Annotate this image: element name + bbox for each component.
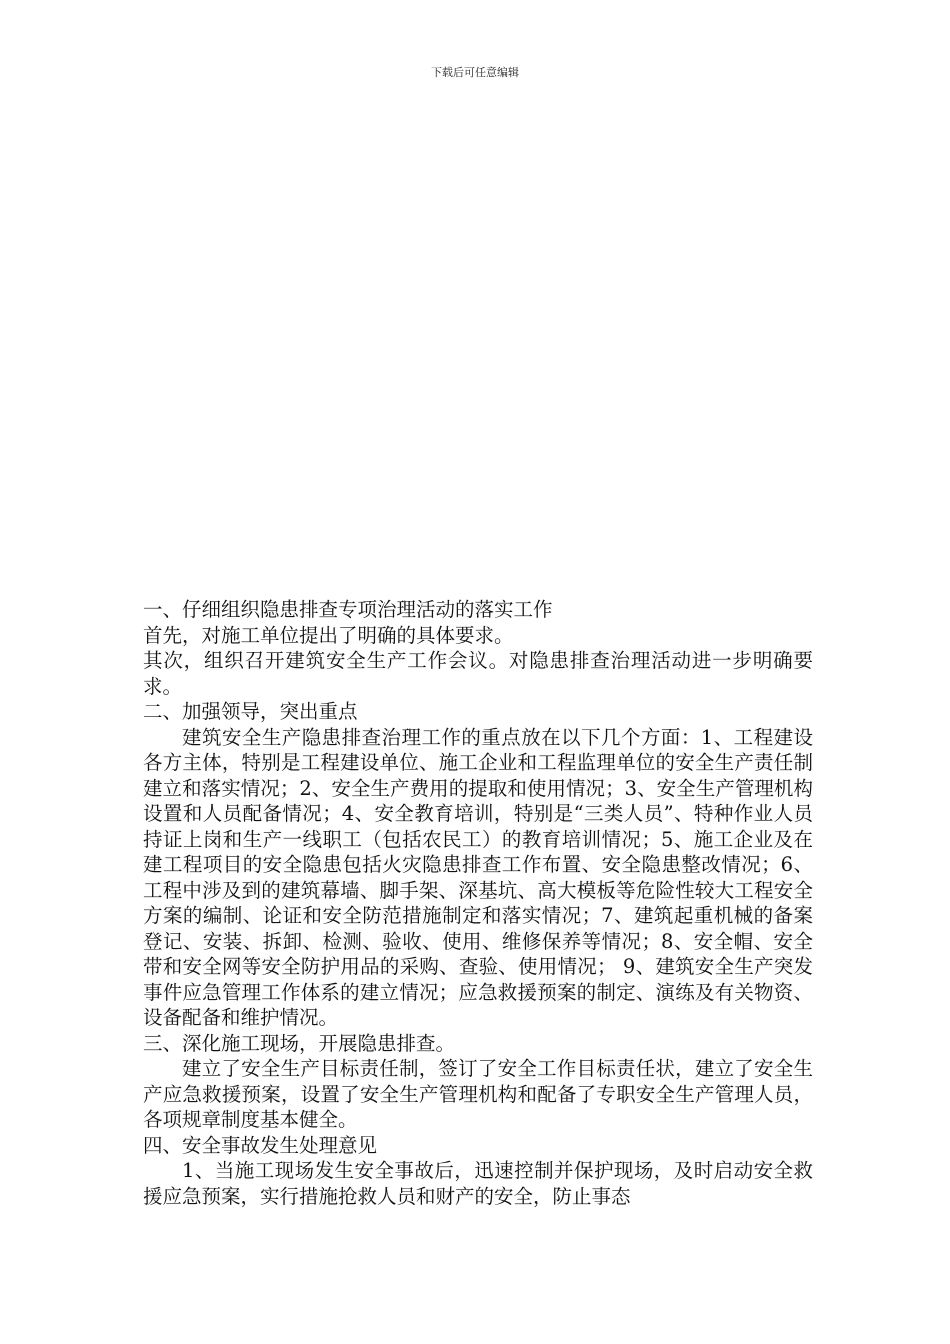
document-body <box>143 597 813 1209</box>
page-header: 下载后可任意编辑 <box>431 66 519 79</box>
section-heading-4: 四、安全事故发生处理意见 <box>143 1133 378 1157</box>
paragraph: 首先，对施工单位提出了明确的具体要求。 <box>143 623 514 647</box>
paragraph: 其次，组织召开建筑安全生产工作会议。对隐患排查治理活动进一步明确要求。 <box>143 649 813 698</box>
paragraph: 建立了安全生产目标责任制，签订了安全工作目标责任状，建立了安全生产应急救援预案，设置了安全生产管理机构和配备了专职安全生产管理人员，各项规章制度基本健全。 <box>143 1057 813 1131</box>
paragraph: 建筑安全生产隐患排查治理工作的重点放在以下几个方面：1、工程建设各方主体，特别是工程建设单位、施工企业和工程监理单位的安全生产责任制建立和落实情况；2、安全生产费用的提取和使用情况；3、安全生产管理机构设置和人员配备情况；4、安全教育培训，特别是“三类人员”、特种作业人员持证上岗和生产一线职工（包括农民工）的教育培训情况；5、施工企业及在建工程项目的安全隐患包括火灾隐患排查工作布置、安全隐患整改情况；6、工程中涉及到的建筑幕墙、脚手架、深基坑、高大模板等危险性较大工程安全方案的编制、论证和安全防范措施制定和落实情况；7、建筑起重机械的备案登记、安装、拆卸、检测、验收、使用、维修保养等情况；8、安全帽、安全带和安全网等安全防护用品的采购、查验、使用情况； 9、建筑安全生产突发事件应急管理工作体系的建立情况；应急救援预案的制定、演练及有关物资、设备配备和维护情况。 <box>143 725 813 1029</box>
section-heading-3: 三、深化施工现场，开展隐患排查。 <box>143 1031 456 1055</box>
paragraph: 1、当施工现场发生安全事故后，迅速控制并保护现场，及时启动安全救援应急预案，实行措施抢救人员和财产的安全，防止事态 <box>143 1159 813 1208</box>
section-heading-2: 二、加强领导，突出重点 <box>143 700 358 723</box>
section-heading-1: 一、仔细组织隐患排查专项治理活动的落实工作 <box>143 598 553 621</box>
